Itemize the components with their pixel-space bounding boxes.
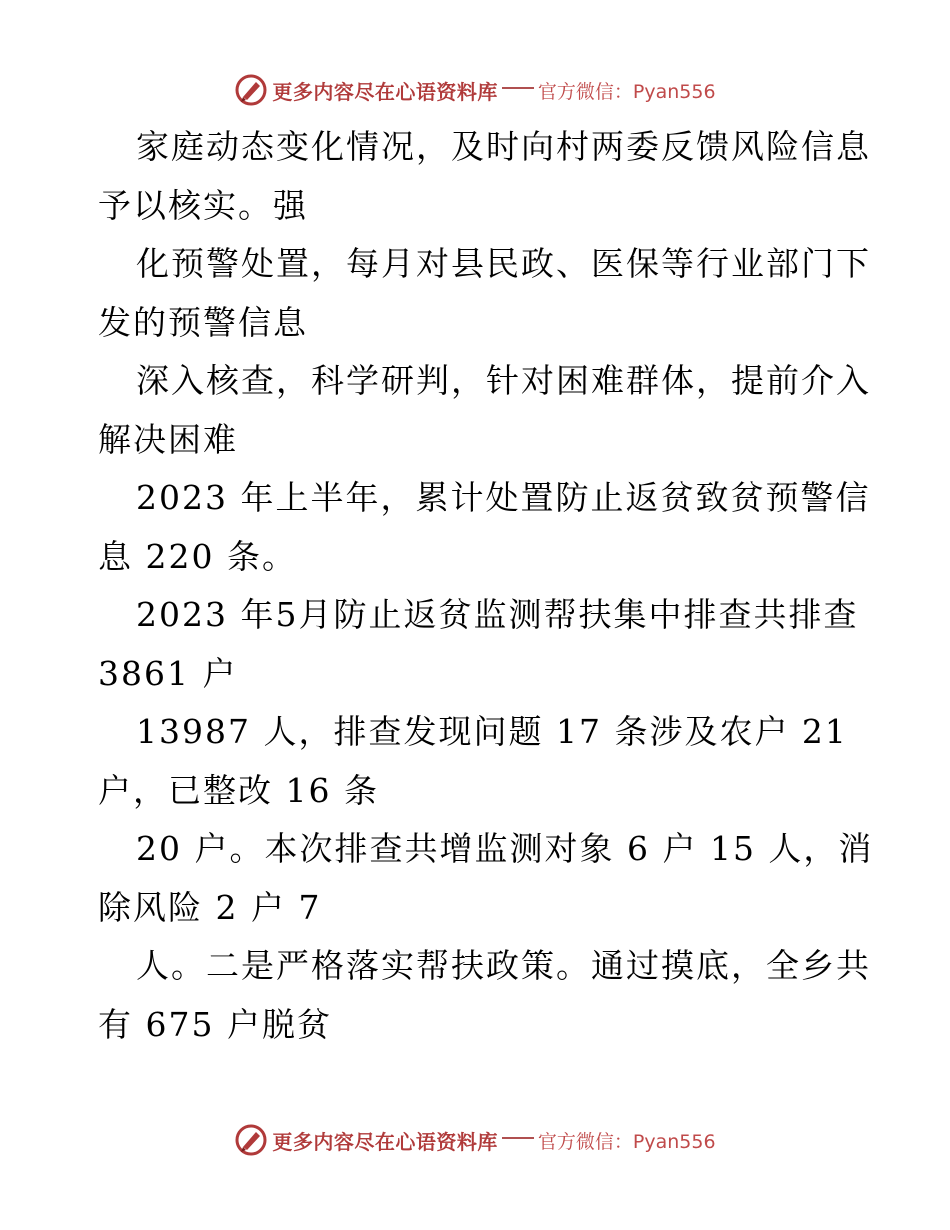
header-banner [0,70,950,110]
text-line: 化预警处置，每月对县民政、医保等行业部门下 [136,244,871,283]
text-line: 解决困难 [98,419,238,459]
banner-title: 更多内容尽在心语资料库 [272,1129,498,1154]
text-line: 人。二是严格落实帮扶政策。通过摸底，全乡共 [136,946,871,985]
footer-banner [0,1120,950,1160]
pen-logo-icon [234,73,268,107]
text-line: 2023 年5月防止返贫监测帮扶集中排查共排查 [136,595,859,634]
text-line: 予以核实。强 [98,185,308,225]
banner-wechat: 官方微信：Pyan556 [537,1130,716,1153]
text-line: 20 户。本次排查共增监测对象 6 户 15 人，消 [136,829,874,868]
text-line: 深入核查，科学研判，针对困难群体，提前介入 [136,361,871,400]
text-line: 2023 年上半年，累计处置防止返贫致贫预警信 [136,478,871,517]
text-line: 除风险 2 户 7 [98,887,322,927]
pen-logo-icon [234,1123,268,1157]
text-line: 息 220 条。 [98,536,297,576]
text-line: 户，已整改 16 条 [98,770,379,810]
text-line: 13987 人，排查发现问题 17 条涉及农户 21 [136,712,848,751]
banner-dash [502,87,534,89]
document-body [98,118,874,1054]
text-line: 3861 户 [98,653,238,693]
text-line: 有 675 户脱贫 [98,1004,332,1044]
banner-dash [502,1137,534,1139]
banner-wechat: 官方微信：Pyan556 [537,80,716,103]
text-line: 发的预警信息 [98,302,308,342]
banner-title: 更多内容尽在心语资料库 [272,79,498,104]
text-line: 家庭动态变化情况，及时向村两委反馈风险信息 [136,127,871,166]
